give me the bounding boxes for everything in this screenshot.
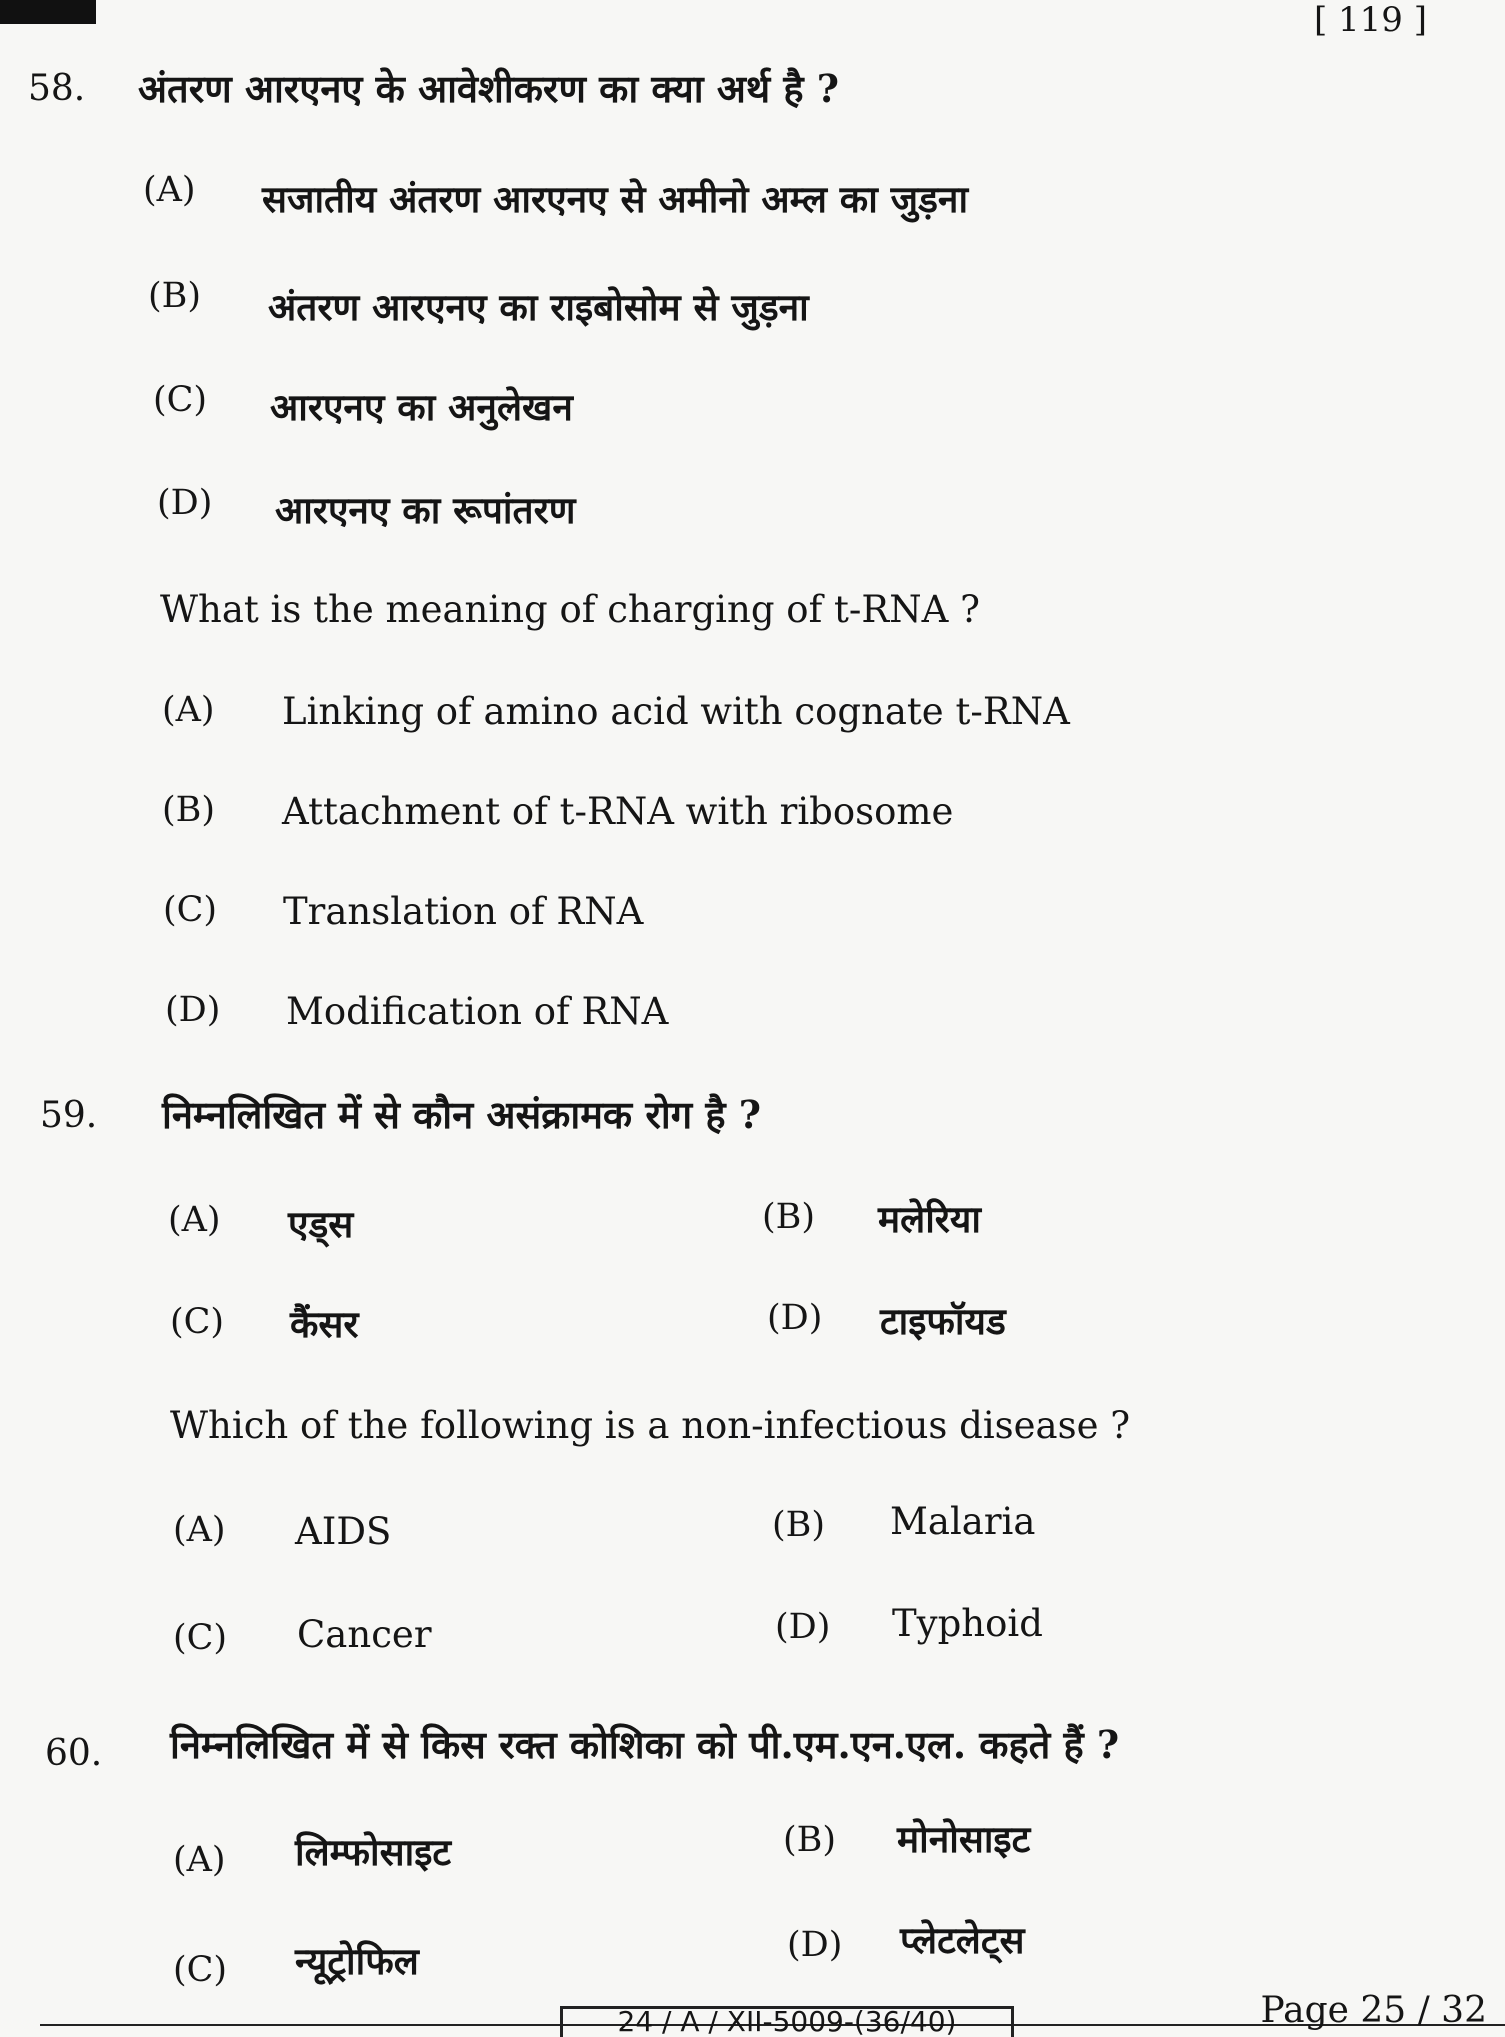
page-number: Page 25 / 32 bbox=[1260, 1990, 1487, 2031]
question-59-number: 59. bbox=[40, 1095, 98, 1136]
q59-english-option-c-label: (C) bbox=[173, 1618, 228, 1658]
q60-hindi-option-b-label: (B) bbox=[783, 1820, 837, 1860]
q59-english-option-a: AIDS bbox=[295, 1510, 392, 1553]
q59-hindi-option-b: मलेरिया bbox=[878, 1197, 981, 1241]
page-code: [ 119 ] bbox=[1313, 0, 1427, 40]
q58-hindi-option-d: आरएनए का रूपांतरण bbox=[275, 488, 576, 532]
q60-hindi-option-a-label: (A) bbox=[173, 1840, 226, 1880]
q58-hindi-option-a: सजातीय अंतरण आरएनए से अमीनो अम्ल का जुड़ना bbox=[262, 177, 969, 221]
question-60-hindi: निम्नलिखित में से किस रक्त कोशिका को पी.एम.एन.एल. कहते हैं ? bbox=[170, 1722, 1120, 1767]
q58-english-option-b-label: (B) bbox=[162, 790, 216, 830]
paper-code: 24 / A / XII-5009-(36/40) bbox=[560, 2006, 1014, 2037]
q59-english-option-d: Typhoid bbox=[892, 1602, 1043, 1645]
question-58-number: 58. bbox=[28, 68, 86, 109]
question-58-hindi: अंतरण आरएनए के आवेशीकरण का क्या अर्थ है ? bbox=[138, 66, 840, 111]
q58-english-option-d-label: (D) bbox=[165, 990, 221, 1030]
q60-hindi-option-c-label: (C) bbox=[173, 1950, 228, 1990]
q58-hindi-option-d-label: (D) bbox=[157, 483, 213, 523]
q59-english-option-c: Cancer bbox=[297, 1613, 432, 1656]
q58-hindi-option-b-label: (B) bbox=[148, 276, 202, 316]
q60-hindi-option-d: प्लेटलेट्स bbox=[900, 1918, 1025, 1962]
q59-english-option-b-label: (B) bbox=[772, 1505, 826, 1545]
q59-hindi-option-c: कैंसर bbox=[290, 1302, 359, 1346]
q58-english-option-b: Attachment of t-RNA with ribosome bbox=[282, 790, 954, 833]
corner-mark bbox=[0, 0, 96, 24]
q59-hindi-option-d-label: (D) bbox=[767, 1298, 823, 1338]
q60-hindi-option-a: लिम्फोसाइट bbox=[295, 1830, 452, 1874]
q58-hindi-option-c: आरएनए का अनुलेखन bbox=[270, 385, 573, 429]
q59-english-option-b: Malaria bbox=[890, 1500, 1036, 1543]
q59-hindi-option-a-label: (A) bbox=[168, 1200, 221, 1240]
q60-hindi-option-d-label: (D) bbox=[787, 1925, 843, 1965]
question-60-number: 60. bbox=[45, 1733, 103, 1774]
q59-hindi-option-c-label: (C) bbox=[170, 1302, 225, 1342]
q58-english-option-c: Translation of RNA bbox=[283, 890, 644, 933]
q59-hindi-option-a: एड्स bbox=[288, 1202, 354, 1246]
q58-hindi-option-b: अंतरण आरएनए का राइबोसोम से जुड़ना bbox=[268, 285, 809, 329]
q58-english-option-c-label: (C) bbox=[163, 890, 218, 930]
q58-hindi-option-c-label: (C) bbox=[153, 380, 208, 420]
q58-english-option-d: Modification of RNA bbox=[286, 990, 669, 1033]
q59-hindi-option-d: टाइफॉयड bbox=[880, 1299, 1006, 1343]
question-59-english: Which of the following is a non-infectious disease ? bbox=[170, 1404, 1131, 1447]
q58-hindi-option-a-label: (A) bbox=[143, 170, 196, 210]
question-59-hindi: निम्नलिखित में से कौन असंक्रामक रोग है ? bbox=[162, 1092, 762, 1137]
question-58-english: What is the meaning of charging of t-RNA ? bbox=[160, 588, 980, 631]
q60-hindi-option-c: न्यूट्रोफिल bbox=[295, 1939, 419, 1983]
q60-hindi-option-b: मोनोसाइट bbox=[897, 1817, 1031, 1861]
q58-english-option-a-label: (A) bbox=[162, 690, 215, 730]
q59-english-option-a-label: (A) bbox=[173, 1510, 226, 1550]
q59-hindi-option-b-label: (B) bbox=[762, 1197, 816, 1237]
q58-english-option-a: Linking of amino acid with cognate t-RNA bbox=[282, 690, 1070, 733]
q59-english-option-d-label: (D) bbox=[775, 1607, 831, 1647]
